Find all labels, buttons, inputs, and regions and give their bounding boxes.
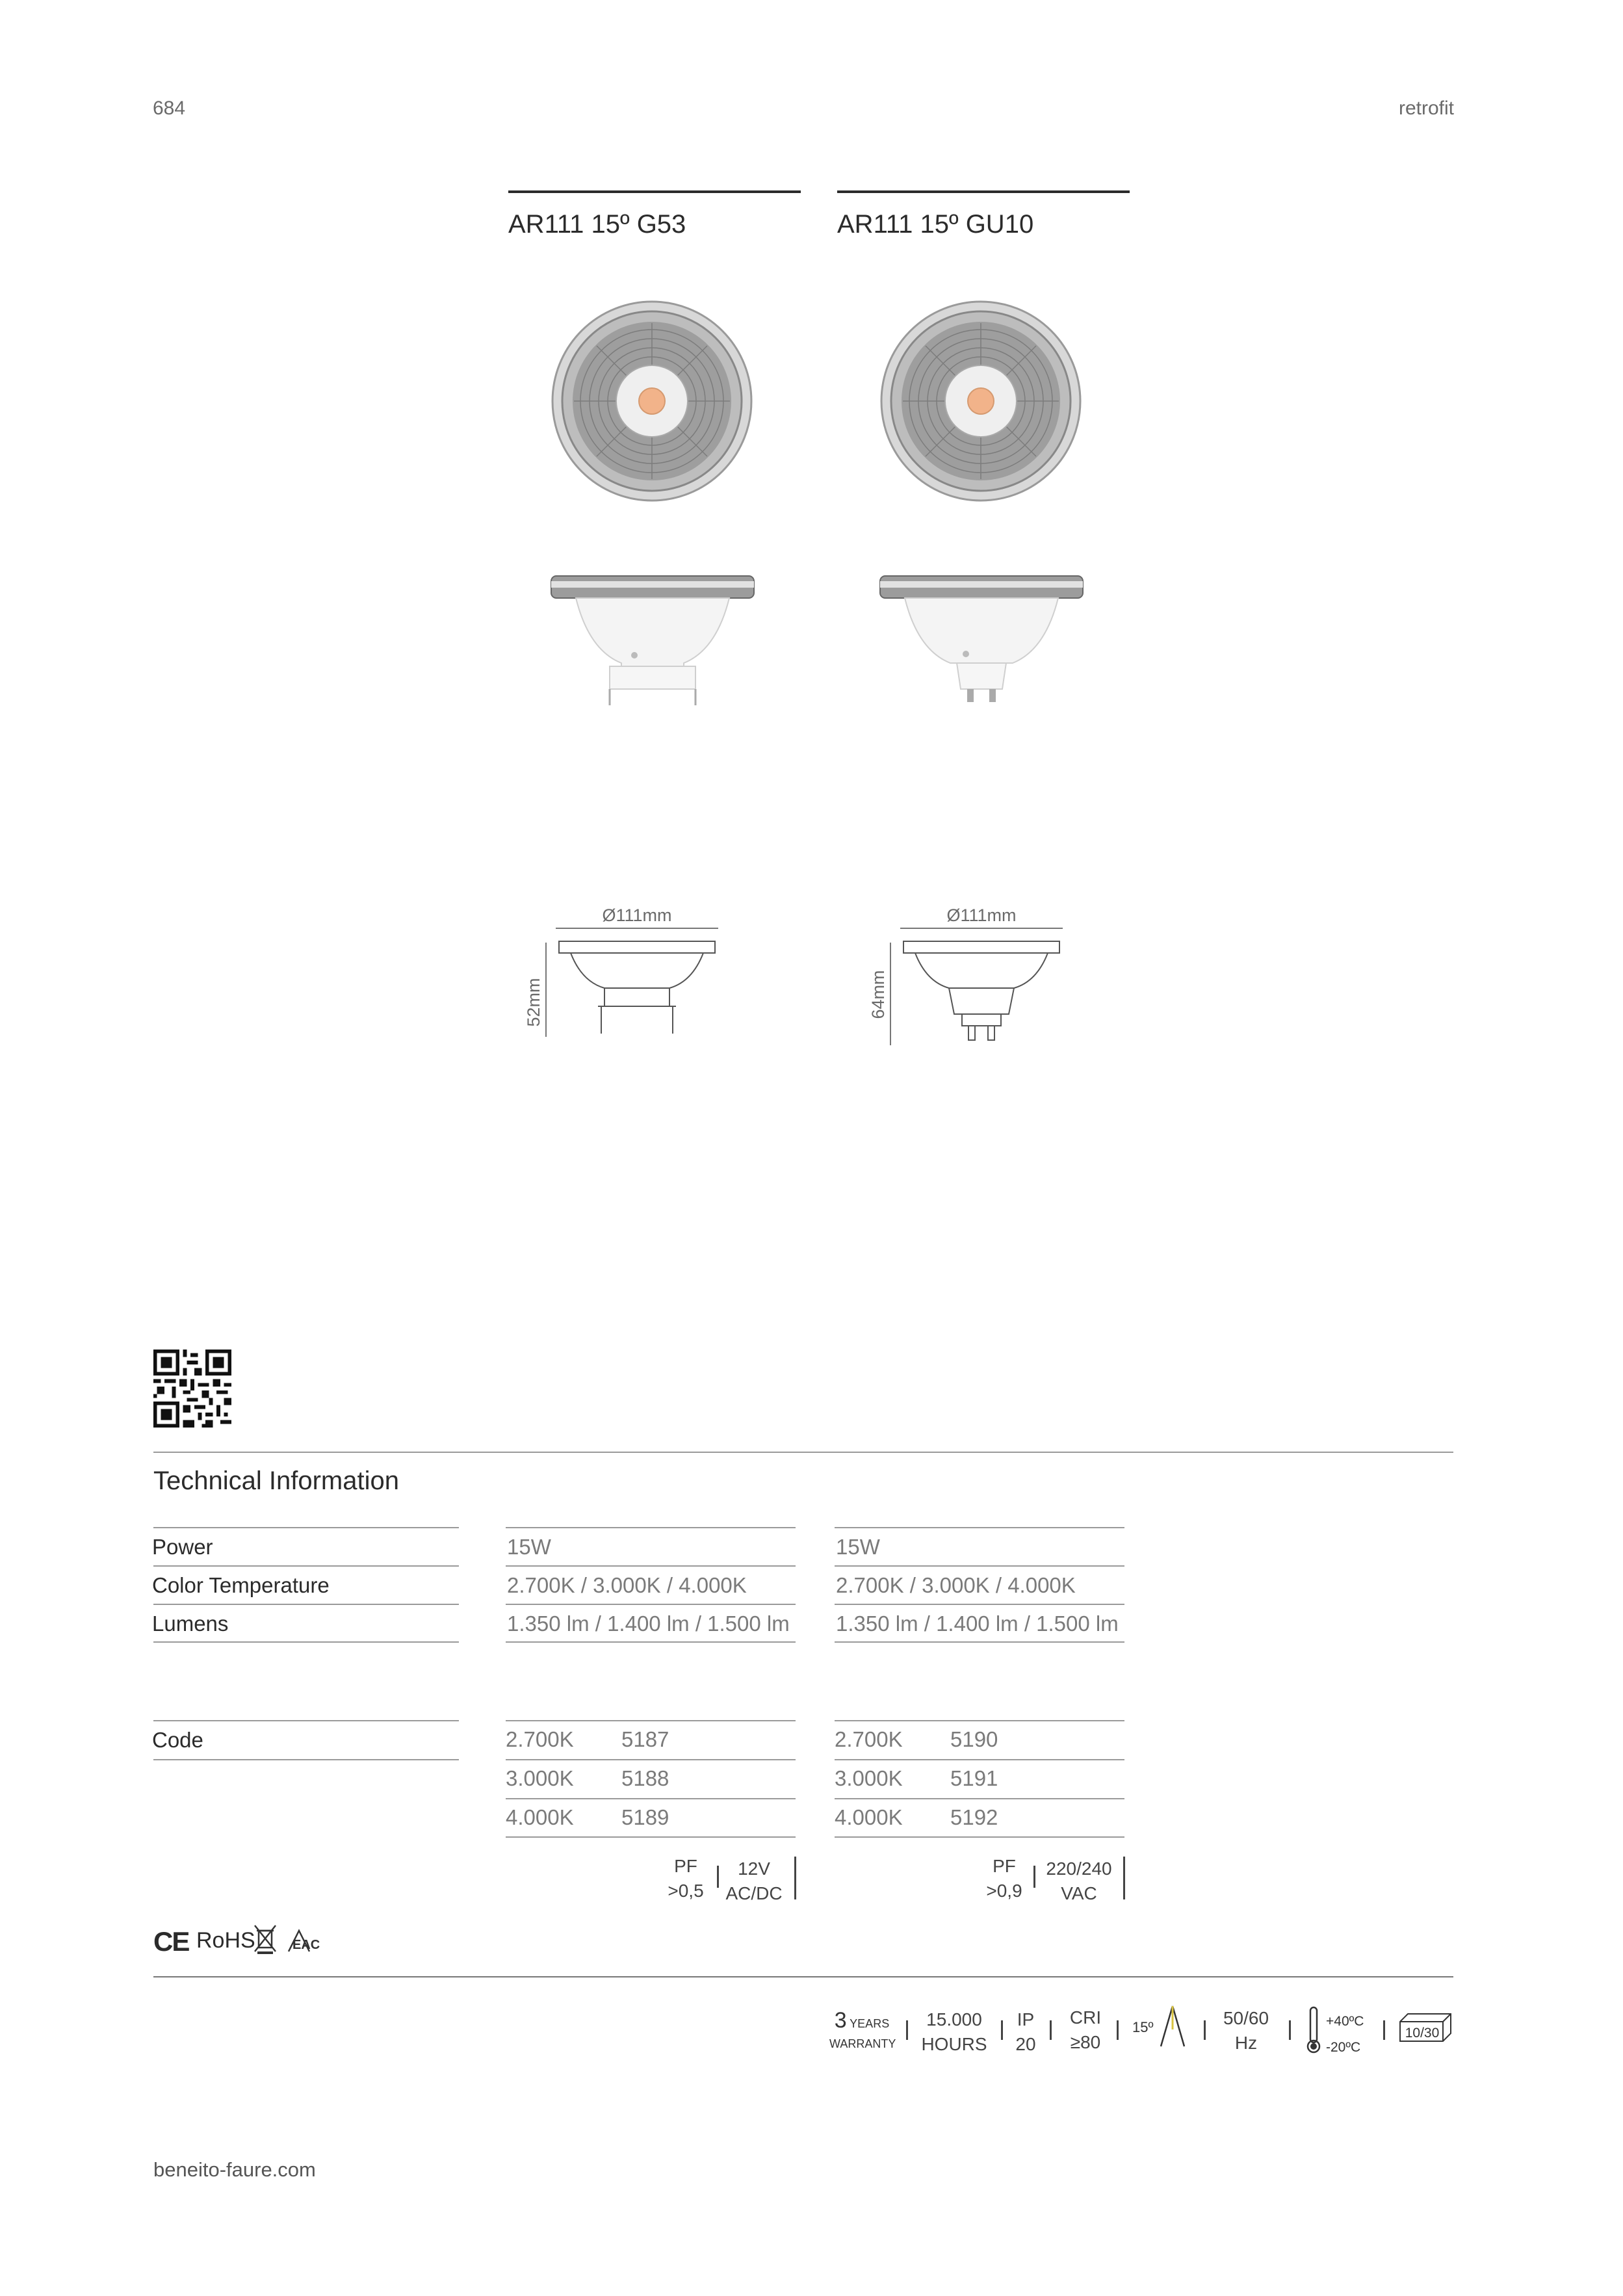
power-label: Power [152,1535,213,1559]
row-rule [153,1565,459,1567]
rohs-label: RoHS [196,1928,255,1953]
pf-label: PF [674,1856,697,1876]
gu10-dimension-drawing [864,897,1079,1053]
separator [1117,2020,1119,2040]
website-link[interactable]: beneito-faure.com [153,2158,316,2181]
tech-info-title: Technical Information [153,1467,399,1495]
temp-min: -20ºC [1326,2040,1361,2055]
g53-lumens: 1.350 lm / 1.400 lm / 1.500 lm [507,1611,790,1636]
section-divider [153,1976,1453,1977]
g53-color-temperature: 2.700K / 3.000K / 4.000K [507,1573,747,1597]
gu10-code-value[interactable]: 5190 [950,1727,998,1751]
page-number: 684 [153,98,186,119]
row-rule [835,1759,1124,1760]
pf-label: PF [993,1856,1016,1876]
row-rule [506,1759,796,1760]
row-rule [835,1604,1124,1605]
warranty-label: WARRANTY [829,2037,896,2050]
color-temperature-label: Color Temperature [152,1573,330,1597]
code-label: Code [152,1728,203,1752]
voltage-line2: VAC [1061,1883,1097,1903]
row-rule [506,1720,796,1721]
row-rule [506,1604,796,1605]
row-rule [835,1720,1124,1721]
voltage-line1: 12V [738,1859,770,1879]
row-rule [506,1836,796,1838]
g53-code-value[interactable]: 5188 [621,1766,669,1790]
row-rule [835,1565,1124,1567]
separator [1050,2020,1052,2040]
row-rule [506,1641,796,1643]
section-title: retrofit [1398,98,1454,119]
separator [1033,1866,1035,1888]
temperature-range [1326,2009,1364,2061]
product-title-gu10: AR111 15º GU10 [837,210,1034,239]
ce-mark-icon: CE [153,1926,189,1957]
qr-code-icon[interactable] [153,1350,231,1428]
frequency-value: 50/60 [1223,2008,1269,2028]
cri-value: ≥80 [1070,2032,1101,2052]
separator [1383,2020,1385,2040]
row-rule [153,1604,459,1605]
lifetime-hours [915,2007,993,2057]
gu10-pf-block [975,1854,1033,1903]
row-rule [153,1641,459,1643]
g53-pf-block [656,1854,715,1903]
separator [717,1866,719,1888]
g53-code-value[interactable]: 5187 [621,1727,669,1751]
warranty-number: 3 [834,2008,847,2033]
warranty-badge [829,2009,894,2051]
gu10-voltage-block [1040,1857,1118,1906]
gu10-code-value[interactable]: 5191 [950,1766,998,1790]
product-title-rule [837,190,1130,193]
product-title-rule [508,190,801,193]
temp-max: +40ºC [1326,2014,1364,2029]
frequency-label: Hz [1234,2033,1258,2053]
voltage-line1: 220/240 [1046,1859,1112,1879]
voltage-line2: AC/DC [725,1883,783,1903]
pf-value: >0,9 [986,1881,1022,1901]
g53-diameter-label: Ø111mm [602,906,672,925]
gu10-lamp-side-image [879,572,1084,709]
section-divider [153,1452,1453,1453]
gu10-lumens: 1.350 lm / 1.400 lm / 1.500 lm [836,1611,1119,1636]
g53-voltage-block [721,1857,786,1906]
separator [1123,1857,1125,1899]
pf-value: >0,5 [668,1881,704,1901]
hours-number: 15.000 [926,2009,982,2029]
row-rule [835,1836,1124,1838]
separator [906,2020,908,2040]
gu10-height-label: 64mm [868,970,888,1019]
thermometer-icon [1305,2005,1322,2054]
gu10-color-temperature: 2.700K / 3.000K / 4.000K [836,1573,1076,1597]
row-rule [835,1527,1124,1528]
gu10-diameter-label: Ø111mm [946,906,1017,925]
lumens-label: Lumens [152,1611,229,1636]
gu10-power: 15W [836,1535,880,1559]
g53-dimension-drawing [520,897,734,1047]
row-rule [153,1527,459,1528]
g53-height-label: 52mm [524,978,543,1027]
gu10-code-temp: 3.000K [835,1766,903,1790]
g53-code-temp: 4.000K [506,1805,574,1829]
beam-angle-label: 15º [1132,2019,1154,2035]
svg-text:EAC: EAC [292,1938,320,1952]
row-rule [506,1527,796,1528]
product-title-g53: AR111 15º G53 [508,210,686,239]
cri-label: CRI [1069,2007,1102,2028]
cri-rating [1059,2005,1111,2055]
crossed-bin-icon [252,1923,278,1955]
gu10-code-temp: 4.000K [835,1805,903,1829]
row-rule [506,1798,796,1799]
row-rule [835,1641,1124,1643]
g53-lamp-side-image [550,572,755,709]
g53-code-value[interactable]: 5189 [621,1805,669,1829]
row-rule [153,1759,459,1760]
hours-label: HOURS [921,2034,987,2054]
beam-angle-icon [1158,2003,1187,2049]
frequency [1217,2006,1275,2055]
g53-power: 15W [507,1535,551,1559]
ip-rating [1009,2007,1042,2057]
box-quantity-label: 10/30 [1405,2026,1440,2041]
separator [1204,2020,1206,2040]
warranty-years: YEARS [850,2017,890,2030]
separator [1001,2020,1003,2040]
gu10-code-value[interactable]: 5192 [950,1805,998,1829]
row-rule [153,1720,459,1721]
separator [794,1857,796,1899]
separator [1289,2020,1291,2040]
ip-label: IP [1017,2009,1035,2029]
gu10-code-temp: 2.700K [835,1727,903,1751]
g53-lamp-front-image [551,300,753,502]
row-rule [506,1565,796,1567]
gu10-lamp-front-image [880,300,1082,502]
g53-code-temp: 3.000K [506,1766,574,1790]
ip-value: 20 [1015,2034,1036,2054]
eac-icon [286,1925,321,1954]
row-rule [835,1798,1124,1799]
g53-code-temp: 2.700K [506,1727,574,1751]
